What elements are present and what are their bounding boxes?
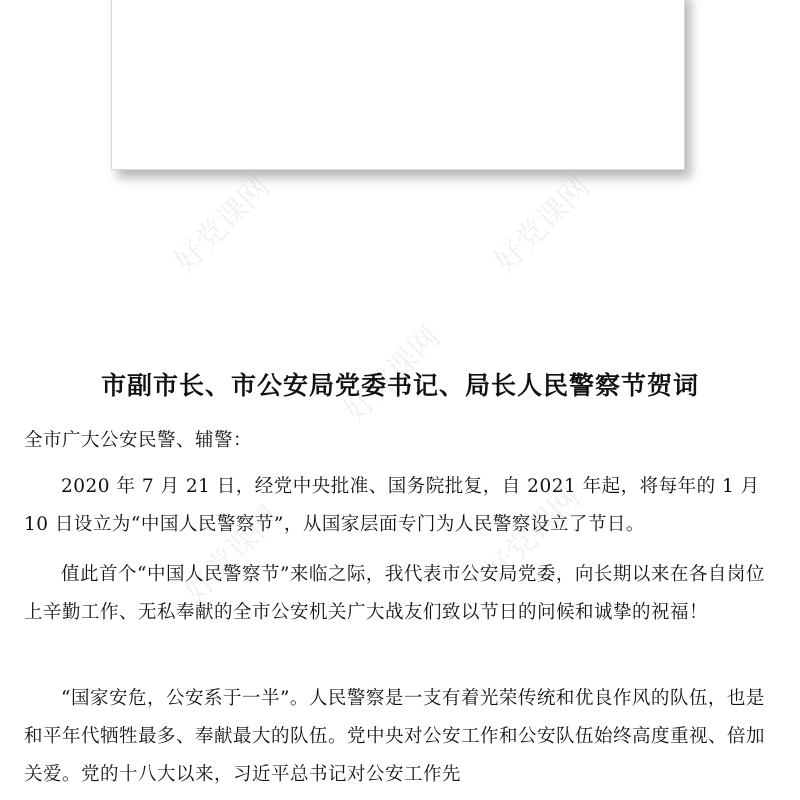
paragraph-3: “国家安危，公安系于一半”。人民警察是一支有着光荣传统和优良作风的队伍，也是和平年代牺牲最多、奉献最大的队伍。党中央对公安工作和公安队伍始终高度重视、倍加关爱。党的十八大以来，习近平总书记对公安工作先 (24, 688, 766, 785)
paragraph-2: 值此首个“中国人民警察节”来临之际，我代表市公安局党委，向长期以来在各自岗位上辛勤工作、无私奉献的全市公安机关广大战友们致以节日的问候和诚挚的祝福！ (24, 564, 765, 623)
watermark: 好党课网 (167, 169, 278, 280)
salutation: 全市广大公安民警、辅警： (24, 430, 253, 451)
watermark: 好党课网 (477, 479, 588, 590)
preview-card (111, 0, 685, 170)
watermark: 好党课网 (487, 169, 598, 280)
paragraph-1: 2020 年 7 月 21 日，经党中央批准、国务院批复，自 2021 年起，将每年的 1 月 10 日设立为“中国人民警察节”，从国家层面专门为人民警察设立了节日。 (24, 476, 760, 535)
watermark: 好党课网 (177, 499, 288, 610)
watermark: 好党课网 (337, 319, 448, 430)
document-title: 市副市长、市公安局党委书记、局长人民警察节贺词 (100, 371, 699, 400)
